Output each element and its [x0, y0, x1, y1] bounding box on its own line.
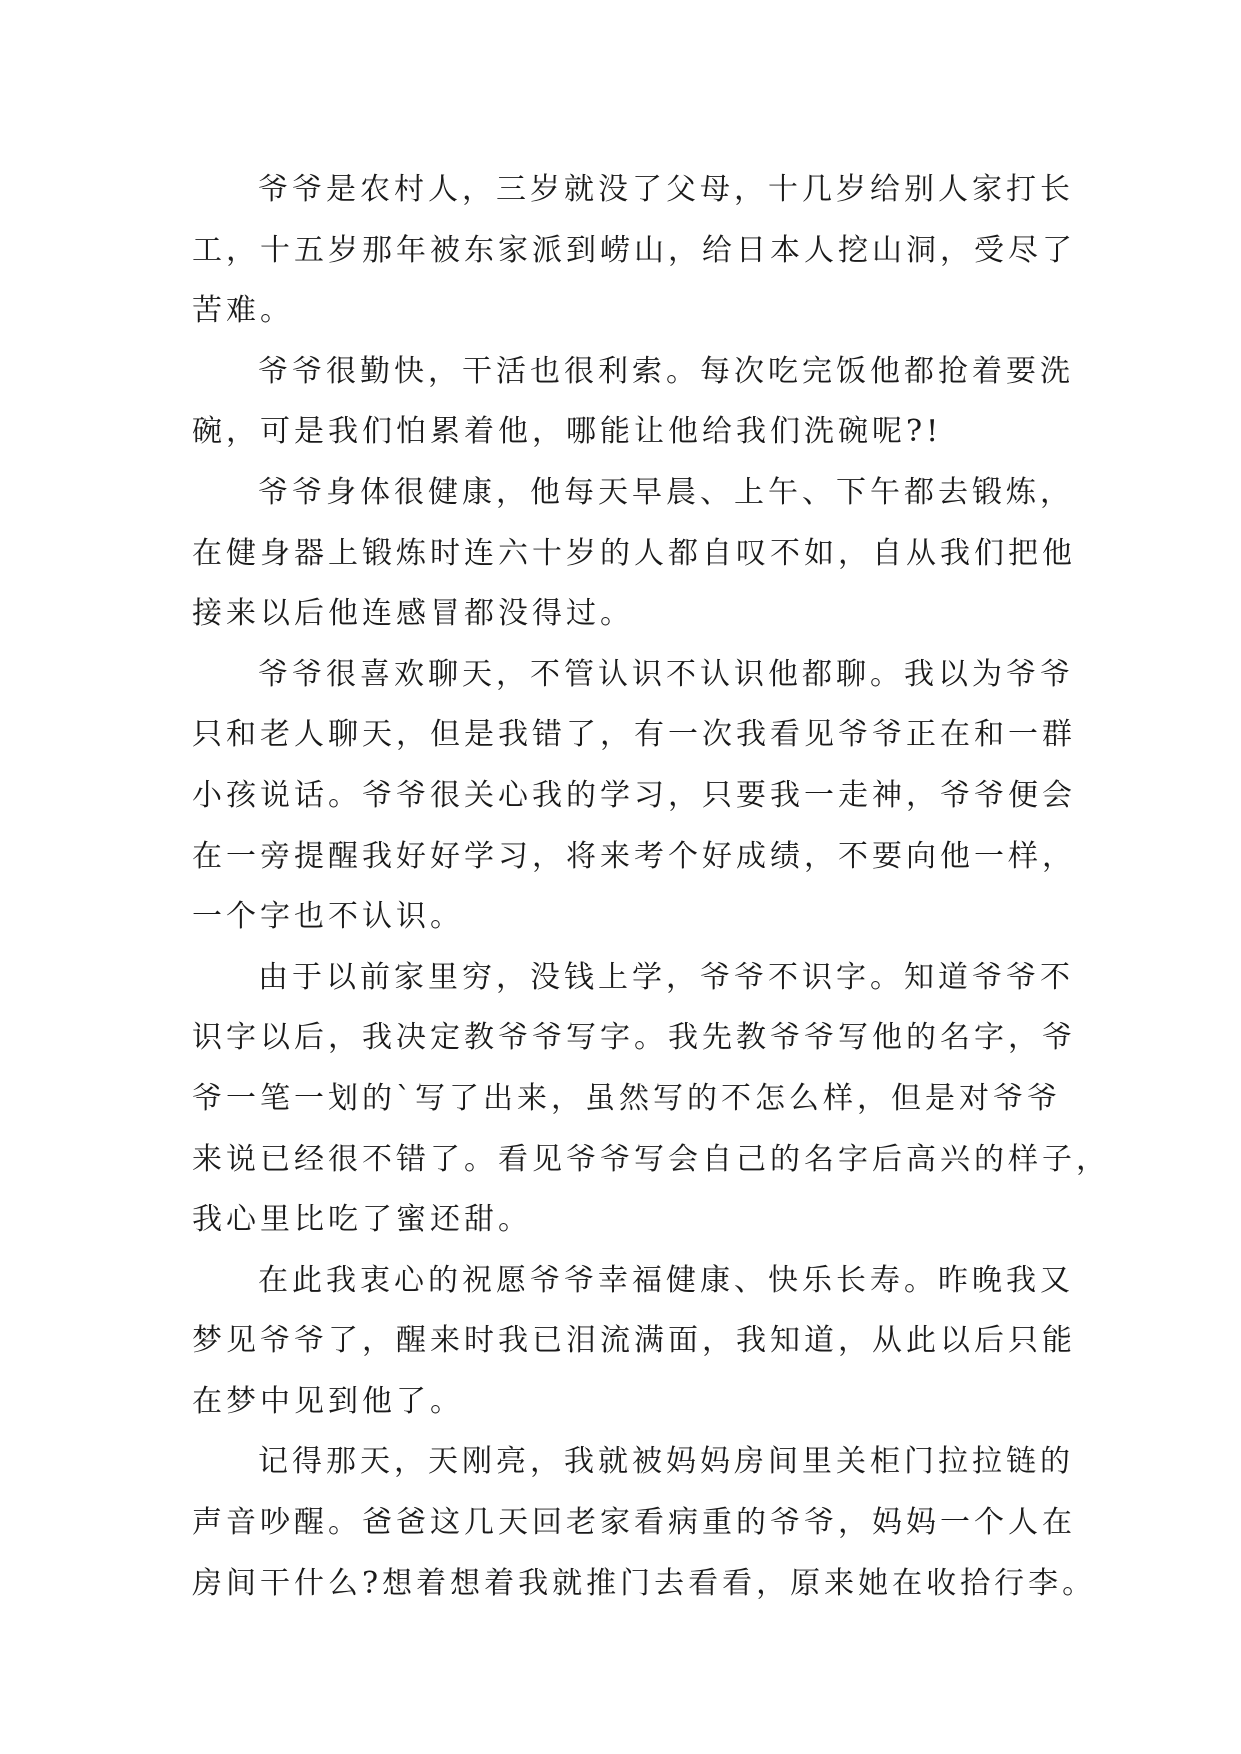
text-line: 我心里比吃了蜜还甜。 — [192, 1202, 532, 1238]
paragraph — [192, 948, 1110, 1251]
text-line: 在健身器上锻炼时连六十岁的人都自叹不如，自从我们把他 — [192, 535, 1076, 571]
text-line: 苦难。 — [192, 293, 294, 329]
paragraph — [192, 160, 1076, 342]
text-line: 一个字也不认识。 — [192, 899, 464, 935]
text-line: 房间干什么?想着想着我就推门去看看，原来她在收拾行李。 — [192, 1565, 1097, 1601]
text-line: 接来以后他连感冒都没得过。 — [192, 596, 634, 632]
text-line: 小孩说话。爷爷很关心我的学习，只要我一走神，爷爷便会 — [192, 777, 1076, 813]
text-line: 碗，可是我们怕累着他，哪能让他给我们洗碗呢?! — [192, 414, 943, 450]
text-line: 在梦中见到他了。 — [192, 1383, 464, 1419]
paragraph — [192, 1432, 1097, 1614]
paragraph — [192, 463, 1076, 645]
text-line: 记得那天，天刚亮，我就被妈妈房间里关柜门拉拉链的 — [258, 1444, 1074, 1480]
paragraph — [192, 342, 1072, 463]
paragraph — [192, 645, 1076, 948]
document-body — [192, 160, 1110, 1614]
text-line: 由于以前家里穷，没钱上学，爷爷不识字。知道爷爷不 — [258, 959, 1074, 995]
text-line: 爷爷是农村人，三岁就没了父母，十几岁给别人家打长 — [258, 172, 1074, 207]
paragraph — [192, 1251, 1076, 1433]
text-line: 爷一笔一划的`写了出来，虽然写的不怎么样，但是对爷爷 — [192, 1080, 1061, 1116]
text-line: 来说已经很不错了。看见爷爷写会自己的名字后高兴的样子， — [192, 1141, 1110, 1177]
text-line: 工，十五岁那年被东家派到崂山，给日本人挖山洞，受尽了 — [192, 232, 1076, 268]
text-line: 在一旁提醒我好好学习，将来考个好成绩，不要向他一样， — [192, 838, 1076, 874]
text-line: 识字以后，我决定教爷爷写字。我先教爷爷写他的名字，爷 — [192, 1020, 1076, 1056]
text-line: 梦见爷爷了，醒来时我已泪流满面，我知道，从此以后只能 — [192, 1323, 1076, 1359]
text-line: 在此我衷心的祝愿爷爷幸福健康、快乐长寿。昨晚我又 — [258, 1262, 1074, 1298]
text-line: 爷爷很喜欢聊天，不管认识不认识他都聊。我以为爷爷 — [258, 656, 1074, 692]
text-line: 爷爷很勤快，干活也很利索。每次吃完饭他都抢着要洗 — [258, 353, 1074, 389]
text-line: 爷爷身体很健康，他每天早晨、上午、下午都去锻炼， — [258, 474, 1074, 510]
text-line: 只和老人聊天，但是我错了，有一次我看见爷爷正在和一群 — [192, 717, 1076, 753]
text-line: 声音吵醒。爸爸这几天回老家看病重的爷爷，妈妈一个人在 — [192, 1505, 1076, 1541]
